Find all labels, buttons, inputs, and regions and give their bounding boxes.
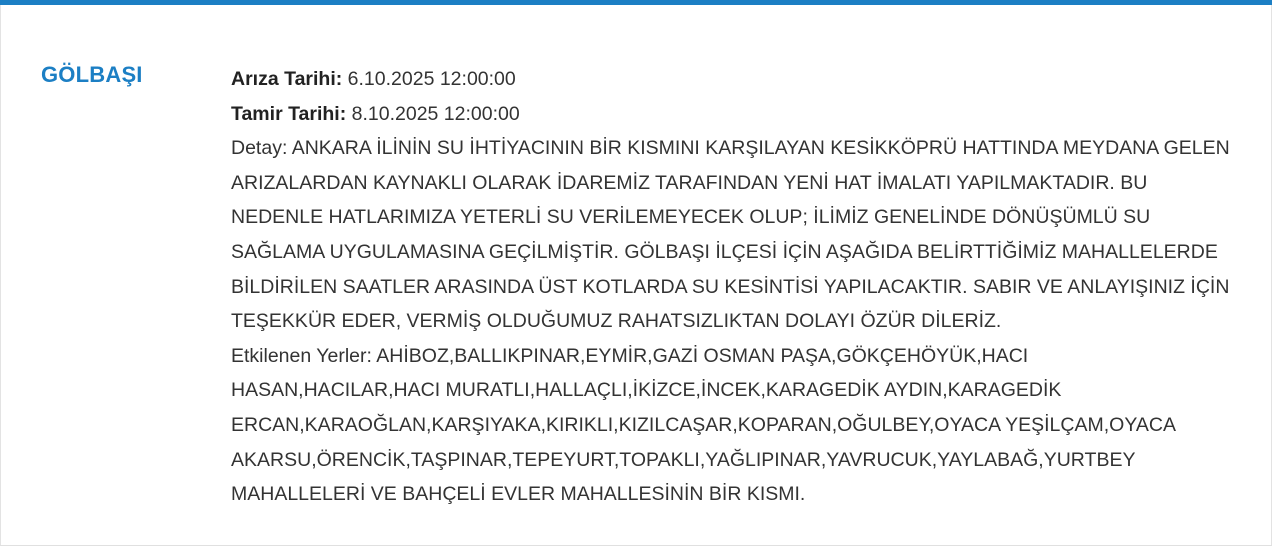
fault-date-row [231, 62, 1231, 97]
repair-date-value: 8.10.2025 12:00:00 [351, 102, 520, 125]
affected-places-label: Etkilenen Yerler: [231, 344, 377, 367]
district-name: GÖLBAŞI [41, 62, 143, 87]
affected-places-row [231, 339, 1231, 512]
notice-card [1, 5, 1271, 527]
detail-row [231, 131, 1231, 339]
detail-value: ANKARA İLİNİN SU İHTİYACININ BİR KISMINI KARŞILAYAN KESİKKÖPRÜ HATTINDA MEYDANA GELEN ARIZALARDAN KAYNAKLI OLARAK İDAREMİZ TARAFINDAN YENİ HAT İMALATI YAPILMAKTADIR. BU NEDENLE HATLARIMIZA YETERLİ SU VERİLEMEYECEK OLUP; İLİMİZ GENELİNDE DÖNÜŞÜMLÜ SU SAĞLAMA UYGULAMASINA GEÇİLMİŞTİR. GÖLBAŞI İLÇESİ İÇİN AŞAĞIDA BELİRTTİĞİMİZ MAHALLELERDE BİLDİRİLEN SAATLER ARASINDA ÜST KOTLARDA SU KESİNTİSİ YAPILACAKTIR. SABIR VE ANLAYIŞINIZ İÇİN TEŞEKKÜR EDER, VERMİŞ OLDUĞUMUZ RAHATSIZLIKTAN DOLAYI ÖZÜR DİLERİZ. [231, 137, 1230, 333]
footer-strip [0, 546, 1272, 555]
fault-date-label: Arıza Tarihi: [231, 68, 348, 90]
repair-date-label: Tamir Tarihi: [231, 102, 352, 125]
fault-date-value: 6.10.2025 12:00:00 [347, 68, 516, 90]
notice-details-column [231, 5, 1271, 527]
detail-label: Detay: [231, 137, 292, 160]
repair-date-row [231, 97, 1231, 132]
affected-places-value: AHİBOZ,BALLIKPINAR,EYMİR,GAZİ OSMAN PAŞA,GÖKÇEHÖYÜK,HACI HASAN,HACILAR,HACI MURATLI,HALLAÇLI,İKİZCE,İNCEK,KARAGEDİK AYDIN,KARAGEDİK ERCAN,KARAOĞLAN,KARŞIYAKA,KIRIKLI,KIZILCAŞAR,KOPARAN,OĞULBEY,OYACA YEŞİLÇAM,OYACA AKARSU,ÖRENCİK,TAŞPINAR,TEPEYURT,TOPAKLI,YAĞLIPINAR,YAVRUCUK,YAYLABAĞ,YURTBEY MAHALLELERİ VE BAHÇELİ EVLER MAHALLESİNİN BİR KISMI. [231, 344, 1175, 506]
district-column [1, 5, 231, 527]
